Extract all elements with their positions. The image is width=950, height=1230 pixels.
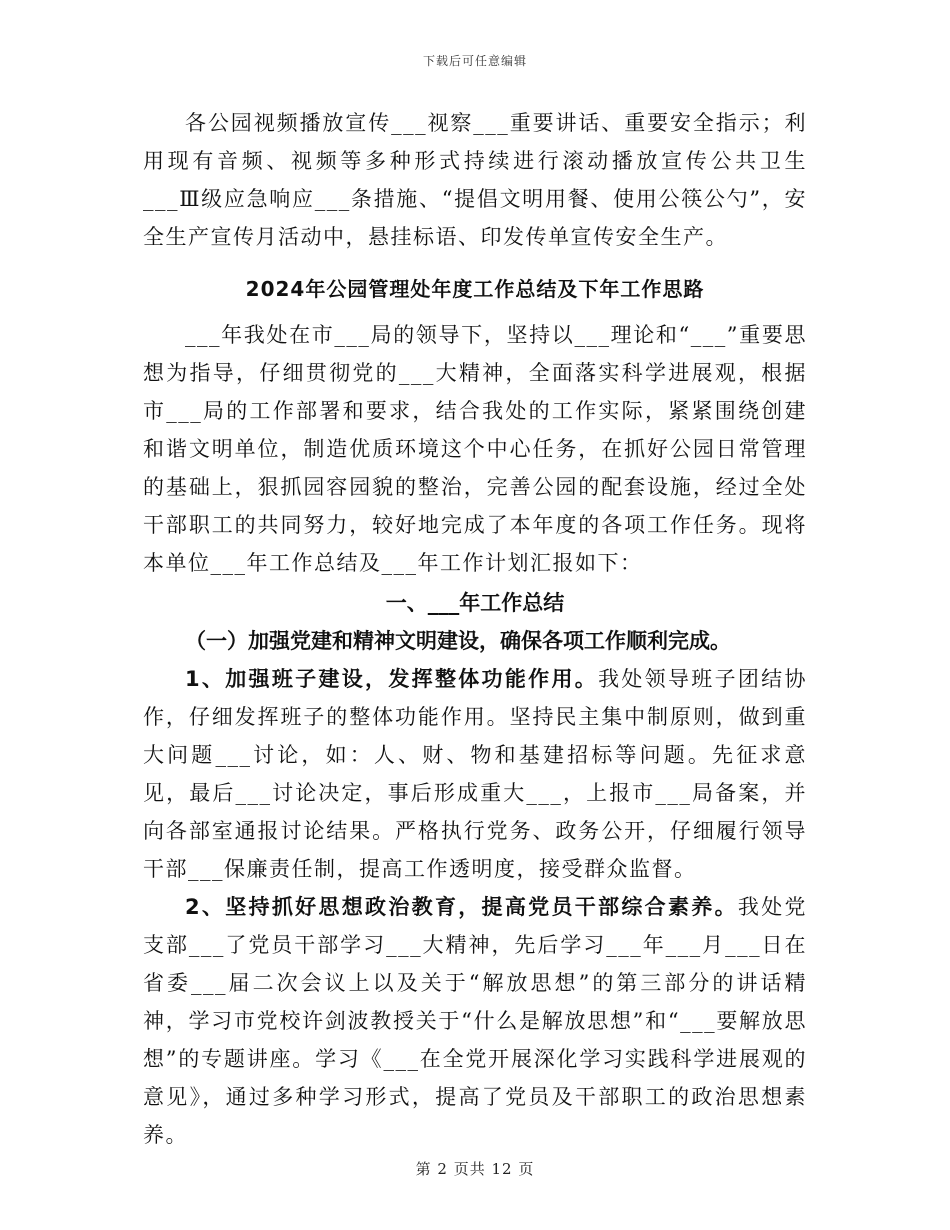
item-2-lead: 2、坚持抓好思想政治教育，提高党员干部综合素养。	[185, 895, 738, 919]
subsection-heading-party-building: （一）加强党建和精神文明建设，确保各项工作顺利完成。	[185, 629, 731, 653]
item-1-paragraph	[143, 660, 807, 888]
page-header: 下载后可任意编辑	[422, 54, 527, 68]
item-1-body: 我处领导班子团结协作，仔细发挥班子的整体功能作用。坚持民主集中制原则，做到重大问题___讨论，如：人、财、物和基建招标等问题。先征求意见，最后___讨论决定，事后形成重大___，上报市___局备案，并向各部室通报讨论结果。严格执行党务、政务公开，仔细履行领导干部___保廉责任制，提高工作透明度，接受群众监督。	[143, 667, 807, 881]
page-footer: 第 2 页共 12 页	[415, 1160, 535, 1178]
document-body	[143, 104, 807, 1154]
item-2-body: 我处党支部___了党员干部学习___大精神，先后学习___年___月___日在省委___届二次会议上以及关于“解放思想”的第三部分的讲话精神，学习市党校许剑波教授关于“什么是解放思想”和“___要解放思想”的专题讲座。学习《___在全党开展深化学习实践科学进展观的意见》，通过多种学习形式，提高了党员及干部职工的政治思想素养。	[143, 895, 807, 1147]
item-1-lead: 1、加强班子建设，发挥整体功能作用。	[185, 667, 599, 691]
document-title: 2024年公园管理处年度工作总结及下年工作思路	[245, 277, 705, 301]
overview-paragraph: ___年我处在市___局的领导下，坚持以___理论和“___”重要思想为指导，仔细贯彻党的___大精神，全面落实科学进展观，根据市___局的工作部署和要求，结合我处的工作实际，紧紧围绕创建和谐文明单位，制造优质环境这个中心任务，在抓好公园日常管理的基础上，狠抓园容园貌的整治，完善公园的配套设施，经过全处干部职工的共同努力，较好地完成了本年度的各项工作任务。现将本单位___年工作总结及___年工作计划汇报如下：	[143, 323, 807, 575]
section-heading-work-summary: 一、___年工作总结	[385, 591, 565, 615]
item-2-paragraph	[143, 888, 807, 1154]
intro-paragraph: 各公园视频播放宣传___视察___重要讲话、重要安全指示；利用现有音频、视频等多种形式持续进行滚动播放宣传公共卫生___Ⅲ级应急响应___条措施、“提倡文明用餐、使用公筷公勺”，安全生产宣传月活动中，悬挂标语、印发传单宣传安全生产。	[143, 111, 807, 249]
